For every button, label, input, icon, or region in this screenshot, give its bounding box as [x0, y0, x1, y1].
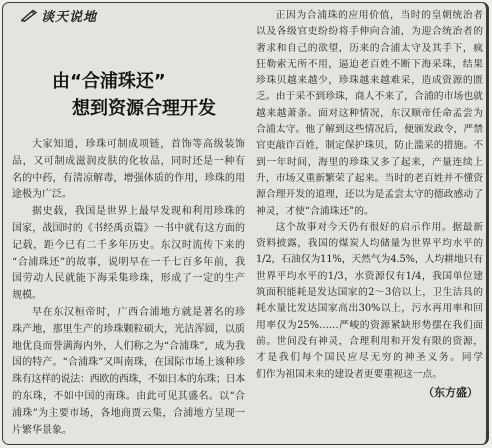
- text-line: 这个故事对今天仍有很好的启示作用。据最新: [275, 221, 483, 233]
- text-line: 珠有这样的说法：西欧的西珠，不如日本的东珠；日本: [12, 374, 245, 386]
- text-line: 地优良而誉满海内外，人们称之为“合浦珠”，成为我: [12, 340, 245, 352]
- text-line: 们作为祖国未来的建设者更要重视这一点。: [256, 368, 443, 380]
- left-column: [12, 137, 245, 439]
- text-line: 珠产地，那里生产的珍珠颗粒硕大，光洁浑圆，以质: [12, 323, 245, 335]
- text-line: 名的中药，有清凉解毒，增强体质的作用，珍珠的用: [12, 172, 245, 184]
- paragraph: [12, 137, 245, 204]
- text-line: 国家，战国时的《书经禹贡篇》一书中就有这方面的: [12, 222, 245, 234]
- text-line: 越来越萧条。面对这种情况，东汉顺帝任命孟尝为: [256, 107, 483, 119]
- text-line: 资料披露，我国的煤炭人均储量为世界平均水平的: [256, 238, 483, 250]
- text-line: 耗水量比发达国家高出30%以上，污水再用率和回: [256, 303, 483, 315]
- text-line: 据史载，我国是世界上最早发现和利用珍珠的: [32, 206, 245, 218]
- text-line: 规模。: [12, 290, 42, 302]
- text-line: 前。世间没有神灵，合理利用和开发有限的资源，: [256, 335, 483, 347]
- text-line: 源合理开发的道理，还以为是孟尝太守的德政感动了: [256, 189, 483, 201]
- text-line: 品，又可制成滋润皮肤的化妆品，同时还是一种有: [12, 155, 245, 167]
- text-line: “合浦珠还”的故事，说明早在一千七百多年前，我: [12, 256, 245, 268]
- text-line: 国劳动人民就能下海采集珍珠，形成了一定的生产: [12, 273, 245, 285]
- right-column: [256, 8, 483, 383]
- text-line: 早在东汉桓帝时，广西合浦地方就是著名的珍: [32, 306, 245, 318]
- text-line: 浦珠”为主要市场，各地商贾云集，合浦地方呈现一: [12, 407, 245, 419]
- text-line: 国的特产。“合浦珠”又叫南珠，在国际市场上该种珍: [12, 357, 245, 369]
- text-line: 乏。由于采不到珍珠，商人不来了，合浦的市场也就: [256, 91, 483, 103]
- text-line: 片繁华景象。: [12, 424, 72, 436]
- paragraph: [12, 305, 245, 439]
- text-line: 的东珠，不如中国的南珠。由此可见其盛名。以“合: [12, 390, 245, 402]
- text-line: 神灵，才使“合浦珠还”的。: [256, 205, 374, 217]
- text-line: 用率仅为25%……严峻的资源紧缺形势摆在我们面: [256, 319, 483, 331]
- text-line: 以及各级官吏纷纷将手伸向合浦，为迎合统治者的: [256, 26, 483, 38]
- text-line: 筑面积能耗是发达国家的2～3倍以上，卫生洁具的: [256, 287, 483, 299]
- paragraph: [256, 220, 483, 383]
- text-line: 才是我们每个国民应尽无穷的神圣义务。同学: [256, 352, 483, 364]
- text-line: 世界平均水平的1/3，水资源仅有1/4，我国单位建: [256, 270, 483, 282]
- pen-icon: [20, 8, 38, 22]
- text-line: 1/2，石油仅为11%，天然气为4.5%，人均耕地只有: [256, 254, 483, 266]
- paragraph: [256, 8, 483, 220]
- text-line: 官吏敲诈百姓，制定保护珠贝，防止滥采的措施。不: [256, 140, 483, 152]
- text-line: 到一年时间，海里的珍珠又多了起来，产量连续上: [256, 156, 483, 168]
- text-line: 升，市场又重新繁荣了起来。当时的老百姓并不懂资: [256, 172, 483, 184]
- text-line: 正因为合浦珠的应用价值，当时的皇朝统治者: [275, 10, 483, 21]
- column-header-label: 谈天说地: [41, 9, 98, 25]
- text-line: 合浦太守。他了解到这些情况后，便颁发政令，严禁: [256, 124, 483, 136]
- paragraph: [12, 204, 245, 305]
- text-line: 奢求和自己的欲望，历来的合浦太守及其手下，疯: [256, 42, 483, 54]
- text-line: 大家知道，珍珠可制成项链，首饰等高级装饰: [32, 139, 245, 150]
- column-header: [20, 5, 97, 25]
- text-line: 珍珠贝越来越少，珍珠越来越难采，造成资源的匮: [256, 75, 483, 87]
- text-line: 记载，距今已有二千多年历史。东汉时流传下来的: [12, 239, 245, 251]
- author-byline: （东方盛）: [423, 386, 478, 399]
- text-line: 途极为广泛。: [12, 189, 72, 201]
- title-line-1: 由“合浦珠还”: [52, 71, 166, 92]
- text-line: 狂勒索无所不用，逼迫老百姓不断下海采珠，结果: [256, 58, 483, 70]
- title-line-2: 想到资源合理开发: [72, 98, 216, 119]
